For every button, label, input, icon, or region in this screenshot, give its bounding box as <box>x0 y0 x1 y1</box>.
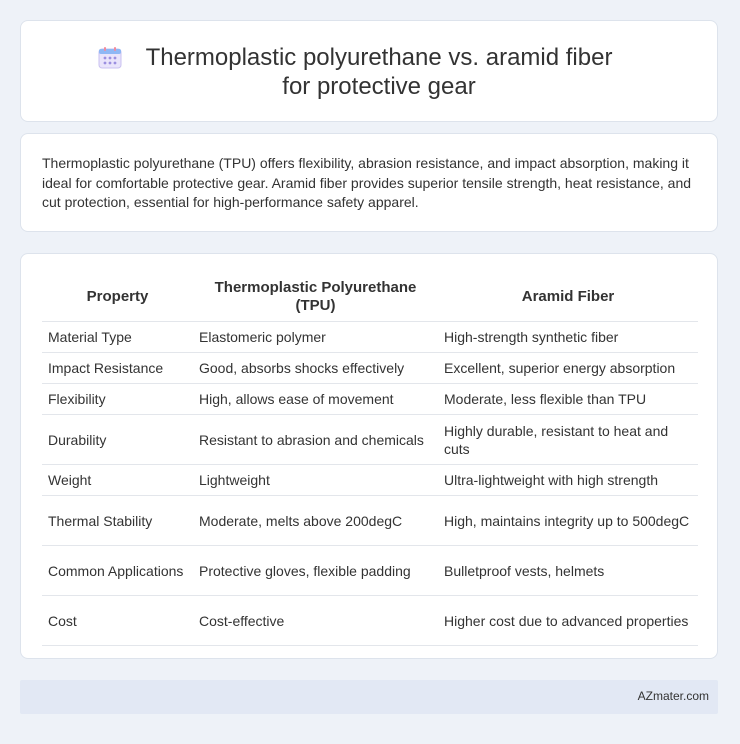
property-cell: Weight <box>42 465 193 496</box>
property-cell: Common Applications <box>42 546 193 596</box>
column-header-tpu: Thermoplastic Polyurethane (TPU) <box>193 271 438 322</box>
aramid-cell: Moderate, less flexible than TPU <box>438 384 698 415</box>
footer-brand: AZmater.com <box>637 689 709 703</box>
table-row <box>42 496 698 546</box>
intro-paragraph: Thermoplastic polyurethane (TPU) offers flexibility, abrasion resistance, and impact absorption, making it ideal for comfortable protective gear. Aramid fiber provides superior tensile strength, heat resistance, and cut protection, essential for high-performance safety apparel. <box>42 155 692 210</box>
footer <box>20 680 718 714</box>
table-row <box>42 546 698 596</box>
table-header-row <box>42 271 698 322</box>
column-header-aramid: Aramid Fiber <box>438 271 698 322</box>
table-row <box>42 465 698 496</box>
property-cell: Durability <box>42 415 193 465</box>
tpu-cell: High, allows ease of movement <box>193 384 438 415</box>
tpu-cell: Resistant to abrasion and chemicals <box>193 415 438 465</box>
aramid-cell: Ultra-lightweight with high strength <box>438 465 698 496</box>
property-cell: Material Type <box>42 322 193 353</box>
aramid-cell: High-strength synthetic fiber <box>438 322 698 353</box>
comparison-table <box>42 271 698 646</box>
tpu-cell: Elastomeric polymer <box>193 322 438 353</box>
property-cell: Impact Resistance <box>42 353 193 384</box>
comparison-card <box>20 253 718 659</box>
tpu-cell: Cost-effective <box>193 596 438 646</box>
aramid-cell: High, maintains integrity up to 500degC <box>438 496 698 546</box>
aramid-cell: Higher cost due to advanced properties <box>438 596 698 646</box>
property-cell: Thermal Stability <box>42 496 193 546</box>
tpu-cell: Lightweight <box>193 465 438 496</box>
aramid-cell: Bulletproof vests, helmets <box>438 546 698 596</box>
property-cell: Cost <box>42 596 193 646</box>
tpu-cell: Moderate, melts above 200degC <box>193 496 438 546</box>
table-row <box>42 353 698 384</box>
aramid-cell: Highly durable, resistant to heat and cuts <box>438 415 698 465</box>
table-row <box>42 322 698 353</box>
aramid-cell: Excellent, superior energy absorption <box>438 353 698 384</box>
property-cell: Flexibility <box>42 384 193 415</box>
table-row <box>42 384 698 415</box>
table-row <box>42 596 698 646</box>
column-header-property: Property <box>42 271 193 322</box>
tpu-cell: Good, absorbs shocks effectively <box>193 353 438 384</box>
title-card <box>20 20 718 122</box>
tpu-cell: Protective gloves, flexible padding <box>193 546 438 596</box>
table-row <box>42 415 698 465</box>
intro-card <box>20 133 718 232</box>
page-title: Thermoplastic polyurethane vs. aramid fiber for protective gear <box>145 44 613 100</box>
